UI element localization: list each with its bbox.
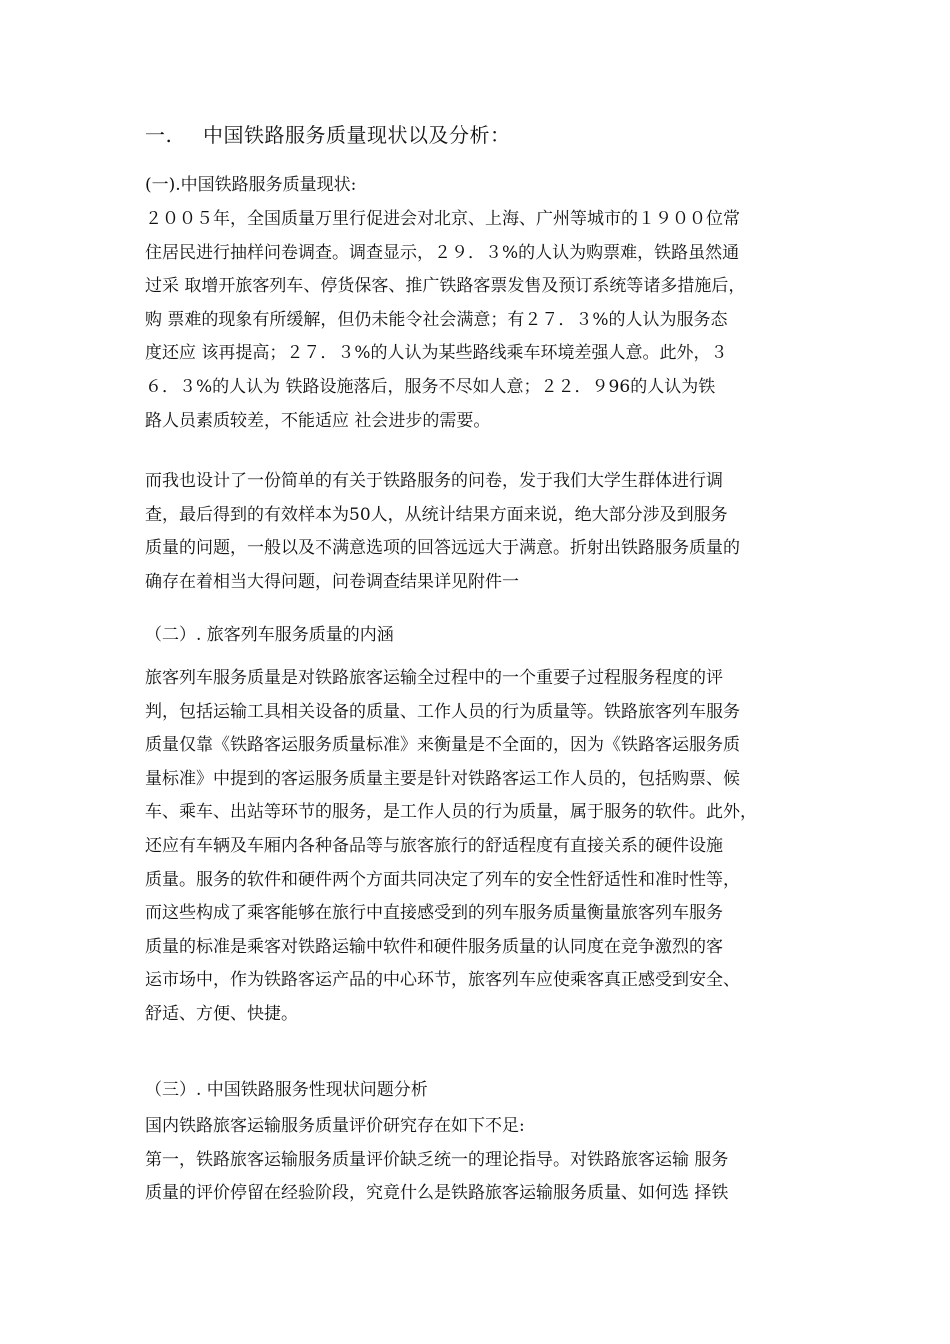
text-line: 购 票难的现象有所缓解，但仍未能令社会满意；有２７．３%的人认为服务态 <box>145 309 728 330</box>
text-line: 判，包括运输工具相关设备的质量、工作人员的行为质量等。铁路旅客列车服务 <box>145 701 740 722</box>
section-title: 中国铁路服务质量现状以及分析： <box>203 123 511 147</box>
text-line: 国内铁路旅客运输服务质量评价研究存在如下不足: <box>145 1116 525 1136</box>
text-line: 车、乘车、出站等环节的服务，是工作人员的行为质量，属于服务的软件。此外， <box>145 802 757 823</box>
text-line: 而这些构成了乘客能够在旅行中直接感受到的列车服务质量衡量旅客列车服务 <box>145 903 723 924</box>
text-line: 过采 取增开旅客列车、停货保客、推广铁路客票发售及预订系统等诸多措施后， <box>145 276 746 297</box>
text-line: 舒适、方便、快捷。 <box>145 1003 298 1024</box>
subsection-heading-2: （二）. 旅客列车服务质量的内涵 <box>145 625 394 645</box>
paragraph-survey-2005 <box>145 203 825 438</box>
subsection-heading-3: （三）. 中国铁路服务性现状问题分析 <box>145 1080 428 1100</box>
text-line: 量标准》中提到的客运服务质量主要是针对铁路客运工作人员的，包括购票、候 <box>145 768 740 789</box>
text-line: 而我也设计了一份简单的有关于铁路服务的问卷，发于我们大学生群体进行调 <box>145 471 723 491</box>
text-line: 度还应 该再提高；２７．３%的人认为某些路线乘车环境差强人意。此外，３ <box>145 343 728 364</box>
section-heading <box>145 120 511 150</box>
text-line: 旅客列车服务质量是对铁路旅客运输全过程中的一个重要子过程服务程度的评 <box>145 668 723 688</box>
text-line: ６．３%的人认为 铁路设施落后，服务不尽如人意；２２．９96的人认为铁 <box>145 376 716 397</box>
text-line: 质量的问题，一般以及不满意选项的回答远远大于满意。折射出铁路服务质量的 <box>145 538 740 559</box>
subsection-heading-1: (一).中国铁路服务质量现状: <box>145 175 357 195</box>
paragraph-own-survey <box>145 465 825 599</box>
text-line: 质量的标准是乘客对铁路运输中软件和硬件服务质量的认同度在竞争激烈的客 <box>145 936 723 957</box>
text-line: 还应有车辆及车厢内各种备品等与旅客旅行的舒适程度有直接关系的硬件设施 <box>145 835 723 856</box>
section-number: 一. <box>145 123 173 147</box>
text-line: 查，最后得到的有效样本为50人，从统计结果方面来说，绝大部分涉及到服务 <box>145 504 728 525</box>
text-line: 质量的评价停留在经验阶段，究竟什么是铁路旅客运输服务质量、如何选 择铁 <box>145 1183 729 1204</box>
paragraph-service-quality-meaning <box>145 662 825 1032</box>
text-line: 质量。服务的软件和硬件两个方面共同决定了列车的安全性舒适性和准时性等， <box>145 869 740 890</box>
text-line: 确存在着相当大得问题，问卷调查结果详见附件一 <box>145 571 519 592</box>
text-line: 住居民进行抽样问卷调查。调查显示，２９．３%的人认为购票难，铁路虽然通 <box>145 242 740 263</box>
text-line: 路人员素质较差，不能适应 社会进步的需要。 <box>145 410 491 431</box>
text-line: ２００５年，全国质量万里行促进会对北京、上海、广州等城市的１９００位常 <box>145 209 740 229</box>
text-line: 运市场中，作为铁路客运产品的中心环节，旅客列车应使乘客真正感受到安全、 <box>145 970 740 991</box>
text-line: 质量仅靠《铁路客运服务质量标准》来衡量是不全面的，因为《铁路客运服务质 <box>145 735 740 756</box>
text-line: 第一，铁路旅客运输服务质量评价缺乏统一的理论指导。对铁路旅客运输 服务 <box>145 1149 729 1170</box>
paragraph-problem-analysis <box>145 1110 825 1211</box>
